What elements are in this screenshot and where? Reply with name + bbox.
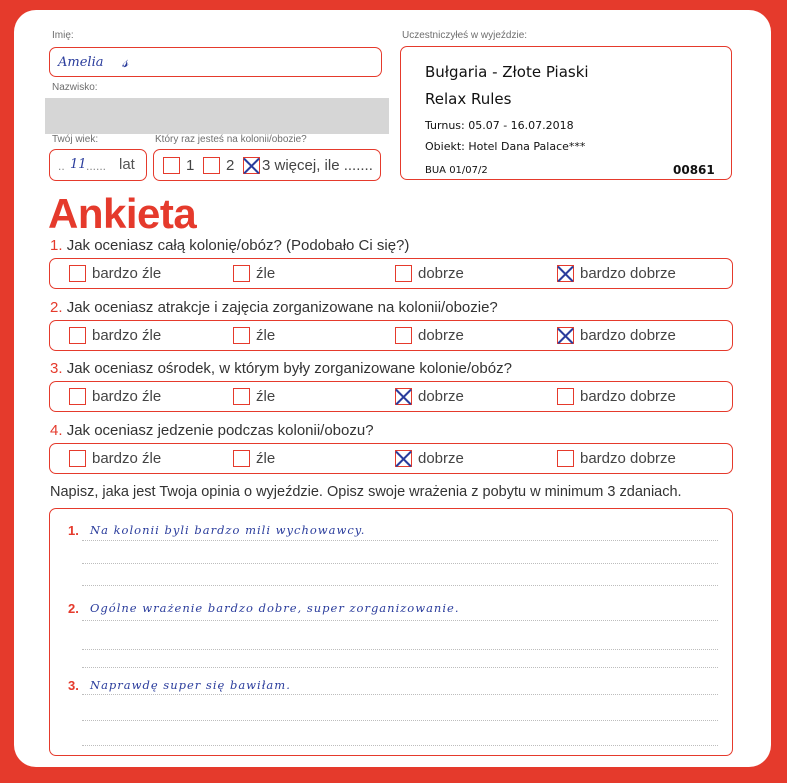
answer-line [82, 585, 718, 586]
question-1 [50, 237, 409, 254]
question-text: Jak oceniasz ośrodek, w którym były zorganizowane kolonie/obóz? [66, 360, 512, 377]
imie-value: Amelia [58, 55, 104, 70]
ktory-checkbox-1[interactable] [163, 157, 180, 174]
answer-line [82, 667, 718, 668]
trip-program: Relax Rules [425, 90, 512, 108]
opinion-box[interactable] [49, 508, 733, 756]
question-text: Jak oceniasz całą kolonię/obóz? (Podobało Ci się?) [66, 237, 410, 254]
survey-form [14, 10, 771, 767]
wiek-value: 11 [70, 157, 87, 172]
checkbox[interactable] [233, 327, 250, 344]
question-2-options [49, 320, 733, 351]
option-label: bardzo dobrze [580, 265, 676, 282]
ktory-option-label: 3 więcej, ile ....... [262, 156, 373, 174]
answer-text-2: Ogólne wrażenie bardzo dobre, super zorganizowanie. [90, 601, 460, 615]
option-label: bardzo dobrze [580, 327, 676, 344]
checkbox[interactable] [233, 265, 250, 282]
option-label: źle [256, 265, 276, 282]
nazwisko-redacted [45, 98, 389, 134]
wiek-unit: lat [119, 156, 135, 173]
question-1-option-4[interactable] [557, 259, 676, 288]
checkbox[interactable] [395, 327, 412, 344]
imie-label: Imię: [52, 30, 74, 41]
checkbox[interactable] [557, 388, 574, 405]
ktory-option-1[interactable] [163, 150, 194, 180]
question-text: Jak oceniasz jedzenie podczas kolonii/obozu? [66, 422, 374, 439]
checkbox[interactable] [69, 265, 86, 282]
checkbox[interactable] [557, 327, 574, 344]
trip-label: Uczestniczyłeś w wyjeździe: [402, 30, 528, 41]
wiek-dots-right: ...... [86, 159, 107, 173]
question-1-option-2[interactable] [233, 259, 275, 288]
opinion-prompt: Napisz, jaka jest Twoja opinia o wyjeździe. Opisz swoje wrażenia z pobytu w minimum 3 zdaniach. [50, 484, 682, 500]
checkbox[interactable] [69, 450, 86, 467]
checkbox[interactable] [395, 388, 412, 405]
question-number: 3. [50, 360, 63, 377]
trip-turnus: Turnus: 05.07 - 16.07.2018 [425, 119, 574, 132]
question-3-option-2[interactable] [233, 382, 275, 411]
option-label: bardzo dobrze [580, 388, 676, 405]
ktory-label: Który raz jesteś na kolonii/obozie? [155, 134, 307, 145]
answer-number-2: 2. [68, 601, 79, 616]
trip-number: 00861 [673, 163, 715, 177]
answer-number-3: 3. [68, 678, 79, 693]
question-2-option-4[interactable] [557, 321, 676, 350]
option-label: źle [256, 388, 276, 405]
question-4 [50, 422, 374, 439]
question-4-options [49, 443, 733, 474]
answer-line [82, 620, 718, 621]
answer-line [82, 745, 718, 746]
question-4-option-4[interactable] [557, 444, 676, 473]
wiek-label: Twój wiek: [52, 134, 99, 145]
option-label: bardzo źle [92, 450, 162, 467]
question-3-option-1[interactable] [69, 382, 161, 411]
option-label: dobrze [418, 388, 464, 405]
answer-line [82, 720, 718, 721]
option-label: źle [256, 450, 276, 467]
question-2-option-1[interactable] [69, 321, 161, 350]
checkbox[interactable] [557, 450, 574, 467]
ktory-checkbox-2[interactable] [203, 157, 220, 174]
question-3-option-4[interactable] [557, 382, 676, 411]
option-label: bardzo dobrze [580, 450, 676, 467]
signature-scribble: 𝓈 [122, 52, 129, 72]
wiek-field[interactable] [49, 149, 147, 181]
ktory-option-3[interactable] [243, 150, 373, 180]
checkbox[interactable] [395, 265, 412, 282]
option-label: bardzo źle [92, 265, 162, 282]
wiek-dots-left: .. [58, 159, 65, 173]
question-1-option-1[interactable] [69, 259, 161, 288]
question-3 [50, 360, 512, 377]
option-label: bardzo źle [92, 327, 162, 344]
checkbox[interactable] [233, 388, 250, 405]
checkbox[interactable] [395, 450, 412, 467]
question-3-option-3[interactable] [395, 382, 464, 411]
question-4-option-1[interactable] [69, 444, 161, 473]
question-text: Jak oceniasz atrakcje i zajęcia zorganizowane na kolonii/obozie? [66, 299, 498, 316]
ktory-option-label: 2 [226, 156, 235, 174]
answer-line [82, 694, 718, 695]
trip-box [400, 46, 732, 180]
ktory-checkbox-3[interactable] [243, 157, 260, 174]
question-2 [50, 299, 498, 316]
question-3-options [49, 381, 733, 412]
checkbox[interactable] [557, 265, 574, 282]
ktory-group [153, 149, 381, 181]
option-label: dobrze [418, 450, 464, 467]
ktory-option-label: 1 [186, 156, 195, 174]
question-4-option-3[interactable] [395, 444, 464, 473]
survey-title: Ankieta [48, 190, 197, 237]
answer-line [82, 649, 718, 650]
question-2-option-3[interactable] [395, 321, 464, 350]
question-number: 4. [50, 422, 63, 439]
answer-text-1: Na kolonii byli bardzo mili wychowawcy. [90, 523, 366, 537]
nazwisko-label: Nazwisko: [52, 82, 98, 93]
option-label: dobrze [418, 327, 464, 344]
checkbox[interactable] [69, 388, 86, 405]
checkbox[interactable] [233, 450, 250, 467]
question-1-options [49, 258, 733, 289]
option-label: bardzo źle [92, 388, 162, 405]
answer-line [82, 563, 718, 564]
question-4-option-2[interactable] [233, 444, 275, 473]
imie-field[interactable] [49, 47, 382, 77]
answer-line [82, 540, 718, 541]
question-number: 2. [50, 299, 63, 316]
trip-destination: Bułgaria - Złote Piaski [425, 63, 589, 81]
trip-obiekt: Obiekt: Hotel Dana Palace*** [425, 140, 586, 153]
checkbox[interactable] [69, 327, 86, 344]
option-label: dobrze [418, 265, 464, 282]
trip-code: BUA 01/07/2 [425, 165, 488, 176]
answer-text-3: Naprawdę super się bawiłam. [90, 678, 291, 692]
ktory-option-2[interactable] [203, 150, 234, 180]
answer-number-1: 1. [68, 523, 79, 538]
question-2-option-2[interactable] [233, 321, 275, 350]
question-number: 1. [50, 237, 63, 254]
question-1-option-3[interactable] [395, 259, 464, 288]
option-label: źle [256, 327, 276, 344]
